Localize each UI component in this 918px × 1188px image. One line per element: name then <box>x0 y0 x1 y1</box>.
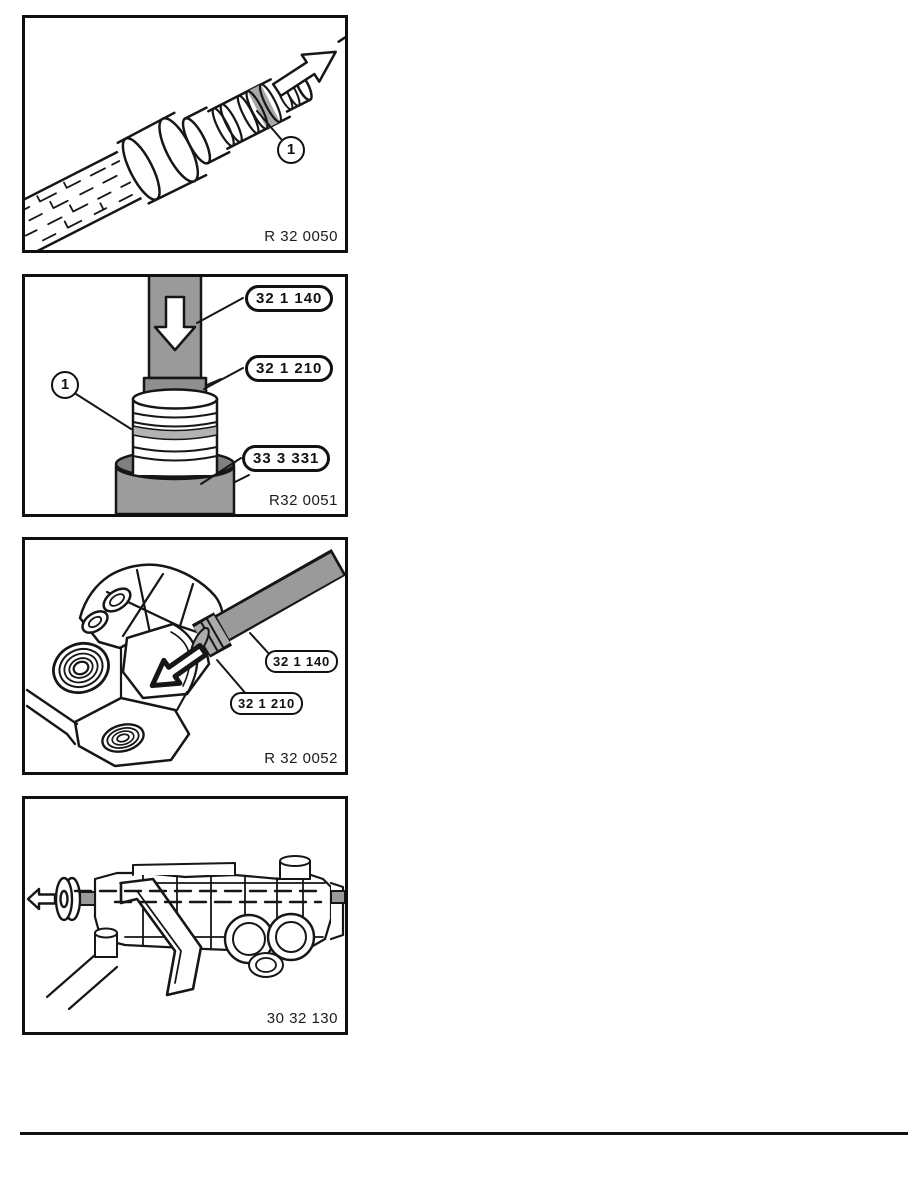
figure-ref-code: R32 0051 <box>268 492 338 509</box>
seal-stack <box>133 390 217 476</box>
figure-ref-code: R 32 0050 <box>264 228 338 245</box>
tool-label-pill: 32 1 140 <box>245 285 333 312</box>
callout-1-badge: 1 <box>277 136 305 164</box>
fig4-illustration <box>25 799 345 1032</box>
rack-rod-stub <box>79 892 95 905</box>
figure-3-frame <box>22 537 348 775</box>
figure-ref-code: R 32 0052 <box>264 750 338 767</box>
washer <box>56 878 80 920</box>
steering-gear-body <box>47 856 345 1009</box>
pull-out-arrow <box>28 889 55 909</box>
tool-label-pill: 32 1 210 <box>230 692 303 715</box>
fig1-illustration <box>25 18 345 250</box>
figure-2-frame <box>22 274 348 517</box>
tool-label-pill: 32 1 140 <box>265 650 338 673</box>
tool-label-pill: 32 1 210 <box>245 355 333 382</box>
figure-4-frame <box>22 796 348 1035</box>
tool-label-pill: 33 3 331 <box>242 445 330 472</box>
page-footer-rule <box>20 1132 908 1135</box>
figure-ref-code: 30 32 130 <box>266 1010 338 1027</box>
figure-1-frame <box>22 15 348 253</box>
callout-1-badge: 1 <box>51 371 79 399</box>
